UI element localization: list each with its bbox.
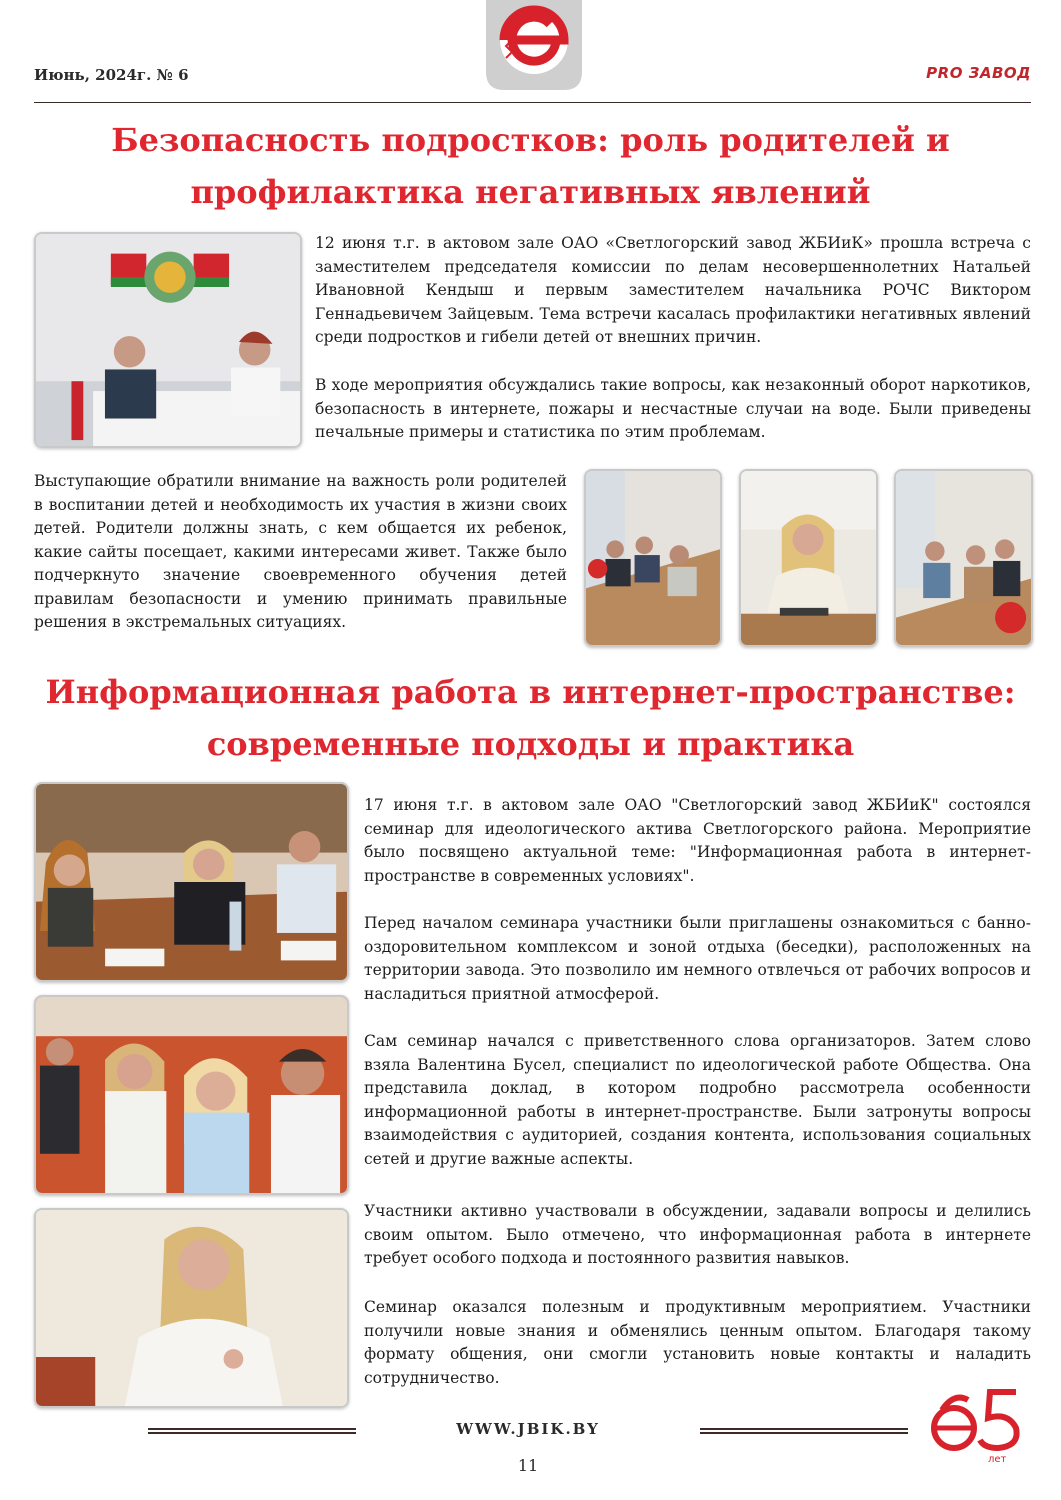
article1-paragraph-3: Выступающие обратили внимание на важность роли родителей в воспитании детей и необходимость их участия в жизни своих детей. Родители должны знать, с кем общается их ребенок, какие сайты посещает, какими интересами живет. Также было подчеркнуто значение своевременного обучения детей правилам безопасности и умению принимать правильные решения в экстремальных ситуациях. — [34, 472, 567, 631]
footer-rule-right — [700, 1428, 908, 1434]
footer-rule-left — [148, 1428, 356, 1434]
article2-paragraph-2: Перед началом семинара участники были приглашены ознакомиться с банно-оздоровительном комплексом и зоной отдыха (беседки), расположенных на территории завода. Это позволило им немного отвлечься от рабочих вопросов и насладиться приятной атмосферой. — [364, 914, 1031, 1003]
anniversary-suffix: лет — [988, 1454, 1007, 1464]
article2-paragraph-1: 17 июня т.г. в актовом зале ОАО "Светлогорский завод ЖБИиК" состоялся семинар для идеологического актива Светлогорского района. Мероприятие было посвящено актуальной теме: "Информационная работа в интернет-пространстве в современных условиях". — [364, 796, 1031, 885]
article1-title — [40, 114, 1021, 218]
issue-date: Июнь, 2024г. № 6 — [34, 66, 189, 84]
article1-paragraph-1: 12 июня т.г. в актовом зале ОАО «Светлогорский завод ЖБИиК» прошла встреча с заместителем председателя комиссии по делам несовершеннолетних Натальей Ивановной Кендыш и первым заместителем начальника РОЧС Виктором Геннадьевичем Зайцевым. Тема встречи касалась профилактики негативных явлений среди подростков и гибели детей от внешних причин. — [315, 234, 1031, 346]
seminar-audience-photo — [34, 995, 349, 1195]
article1-title-line1: Безопасность подростков: роль родителей и — [111, 121, 950, 159]
anniversary-65-logo — [928, 1384, 1028, 1464]
page-number: 11 — [517, 1456, 539, 1475]
seminar-table-photo — [34, 782, 349, 982]
website-link[interactable]: WWW.JBIK.BY — [456, 1420, 600, 1438]
article2-paragraph-4: Участники активно участвовали в обсуждении, задавали вопросы и делились своим опытом. Было отмечено, что информационная работа в интернете требует особого подхода и постоянного развития навыков. — [364, 1202, 1031, 1267]
audience-photo-2 — [894, 469, 1033, 647]
brand-name: PRO ЗАВОД — [926, 64, 1031, 82]
audience-photo-1 — [584, 469, 722, 647]
speaker-woman-photo — [739, 469, 878, 647]
article2-paragraph-3: Сам семинар начался с приветственного слова организаторов. Затем слово взяла Валентина Бусел, специалист по идеологической работе Общества. Она представила доклад, в котором подробно рассмотрела особенности информационной работы в интернет-пространстве. Были затронуты вопросы взаимодействия с аудиторией, создания контента, использования социальных сетей и другие важные аспекты. — [364, 1032, 1031, 1168]
speaker-valentina-photo — [34, 1208, 349, 1408]
meeting-speakers-photo — [34, 232, 302, 448]
article1-title-line2: профилактика негативных явлений — [190, 173, 871, 211]
company-logo-e-icon — [484, 0, 584, 92]
header-divider — [34, 102, 1031, 103]
article1-paragraph-2: В ходе мероприятия обсуждались такие вопросы, как незаконный оборот наркотиков, безопасность в интернете, пожары и несчастные случаи на воде. Были приведены печальные примеры и статистика по этим проблемам. — [315, 376, 1031, 441]
article2-title-line1: Информационная работа в интернет-пространстве: — [45, 673, 1016, 711]
article2-title-line2: современные подходы и практика — [206, 725, 855, 763]
article2-paragraph-5: Семинар оказался полезным и продуктивным мероприятием. Участники получили новые знания и обменялись ценным опытом. Благодаря такому формату общения, они смогли установить новые контакты и наладить сотрудничество. — [364, 1298, 1031, 1387]
article2-title — [40, 666, 1021, 770]
